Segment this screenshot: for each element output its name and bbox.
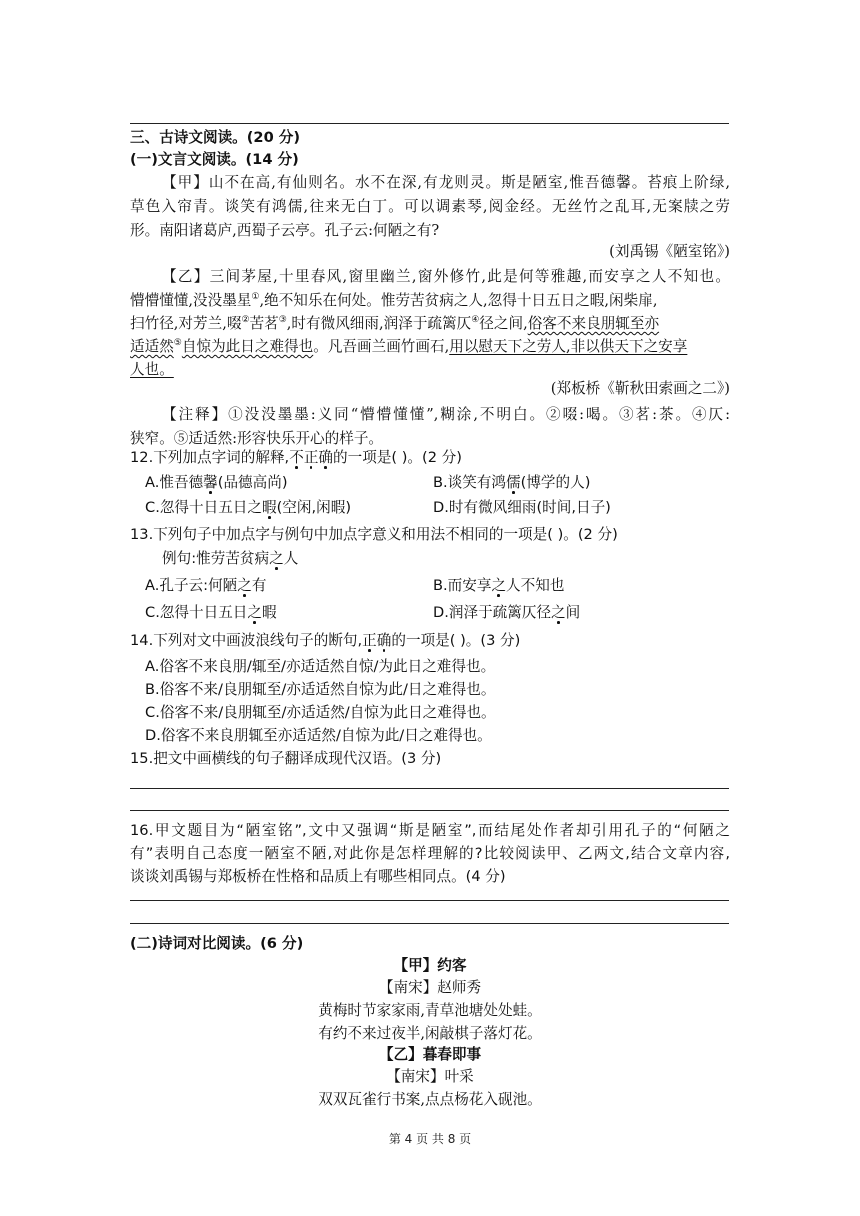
q12-stem: 12.下列加点字词的解释,不正确的一项是( )。(2 分) (130, 449, 462, 466)
q16-answer-line-1 (130, 900, 729, 901)
q14-option-c: C.俗客不来/良朋辄至/亦适适然/自惊为此日之难得也。 (145, 704, 496, 721)
yi-line1: 【乙】三间茅屋,十里春风,窗里幽兰,窗外修竹,此是何等雅趣,而安享之人不知也。 (162, 268, 730, 285)
part2-title: (二)诗词对比阅读。(6 分) (130, 935, 304, 952)
poem2-line1: 双双瓦雀行书案,点点杨花入砚池。 (318, 1091, 542, 1108)
q12-option-d: D.时有微风细雨(时间,日子) (433, 499, 611, 516)
q13-options-row1 (145, 575, 730, 597)
yi-line4: 适适然⑤自惊为此日之难得也。凡吾画兰画竹画石,用以慰天下之劳人,非以供天下之安享 (130, 338, 688, 355)
q13-option-b: B.而安享之人不知也 (433, 577, 565, 594)
yi-line3: 扫竹径,对芳兰,啜②苦茗③,时有微风细雨,润泽于疏篱仄④径之间,俗客不来良朋辄至亦 (130, 315, 660, 332)
q15-stem: 15.把文中画横线的句子翻译成现代汉语。(3 分) (130, 750, 442, 767)
notes-line2: 狭窄。⑤适适然:形容快乐开心的样子。 (130, 430, 384, 447)
q16-line3: 谈谈刘禹锡与郑板桥在性格和品质上有哪些相同点。(4 分) (130, 868, 506, 885)
section-title: 三、古诗文阅读。(20 分) (130, 129, 301, 146)
q16-line1: 16.甲文题目为“陋室铭”,文中又强调“斯是陋室”,而结尾处作者却引用孔子的“何陋之 (130, 822, 730, 839)
top-rule (130, 123, 729, 124)
underlined-sentence-part1: 用以慰天下之劳人,非以供天下之安享 (449, 338, 688, 355)
q13-option-c: C.忽得十日五日之暇 (145, 604, 277, 621)
q15-answer-line-1 (130, 788, 729, 789)
poem1-line2: 有约不来过夜半,闲敲棋子落灯花。 (318, 1025, 542, 1042)
poem1-author: 【南宋】赵师秀 (378, 979, 482, 996)
poem1-title: 【甲】约客 (393, 957, 467, 974)
q14-option-b: B.俗客不来/良朋辄至/亦适适然自惊为此/日之难得也。 (145, 681, 496, 698)
q13-example: 例句:惟劳苦贫病之人 (162, 550, 299, 567)
q15-answer-line-2 (130, 810, 729, 811)
jia-line1: 【甲】山不在高,有仙则名。水不在深,有龙则灵。斯是陋室,惟吾德馨。苔痕上阶绿, (162, 174, 730, 191)
poem2-author: 【南宋】叶采 (386, 1068, 474, 1085)
q13-stem: 13.下列句子中加点字与例句中加点字意义和用法不相同的一项是( )。(2 分) (130, 526, 618, 543)
q14-option-a: A.俗客不来良朋/辄至/亦适适然自惊/为此日之难得也。 (145, 658, 496, 675)
q12-options-row2 (145, 497, 730, 519)
jia-line2: 草色入帘青。谈笑有鸿儒,往来无白丁。可以调素琴,阅金经。无丝竹之乱耳,无案牍之劳 (130, 198, 730, 215)
yi-source: (郑板桥《靳秋田索画之二》) (550, 380, 730, 397)
q13-options-row2 (145, 602, 730, 624)
jia-line3: 形。南阳诸葛庐,西蜀子云亭。孔子云:何陋之有? (130, 222, 440, 239)
q12-option-a: A.惟吾德馨(品德高尚) (145, 474, 288, 491)
part1-title: (一)文言文阅读。(14 分) (130, 151, 299, 168)
q12-option-b: B.谈笑有鸿儒(博学的人) (433, 474, 591, 491)
q14-option-d: D.俗客不来良朋辄至亦适适然/自惊为此/日之难得也。 (145, 727, 492, 744)
q12-options-row1 (145, 472, 730, 494)
poem2-title: 【乙】暮春即事 (378, 1046, 482, 1063)
page-footer: 第 4 页 共 8 页 (388, 1132, 472, 1146)
q13-option-a: A.孔子云:何陋之有 (145, 577, 267, 594)
wavy-sentence-part1: 俗客不来良朋辄至亦 (527, 315, 660, 332)
q16-line2: 有”表明自己态度一陋室不陋,对此你是怎样理解的?比较阅读甲、乙两文,结合文章内容, (130, 845, 730, 862)
poem1-line1: 黄梅时节家家雨,青草池塘处处蛙。 (318, 1002, 542, 1019)
yi-line2: 懵懵懂懂,没没墨星①,绝不知乐在何处。惟劳苦贫病之人,忽得十日五日之暇,闲柴扉, (130, 292, 658, 309)
underlined-sentence-part2: 人也。 (130, 361, 174, 378)
q13-option-d: D.润泽于疏篱仄径之间 (433, 604, 581, 621)
notes-line1: 【注释】①没没墨墨:义同“懵懵懂懂”,糊涂,不明白。②啜:喝。③茗:茶。④仄: (162, 406, 730, 423)
q12-option-c: C.忽得十日五日之暇(空闲,闲暇) (145, 499, 352, 516)
jia-source: (刘禹锡《陋室铭》) (609, 243, 730, 260)
q14-stem: 14.下列对文中画波浪线句子的断句,正确的一项是( )。(3 分) (130, 632, 521, 649)
q16-answer-line-2 (130, 923, 729, 924)
wavy-sentence-part2: 自惊为此日之难得也 (181, 338, 314, 355)
